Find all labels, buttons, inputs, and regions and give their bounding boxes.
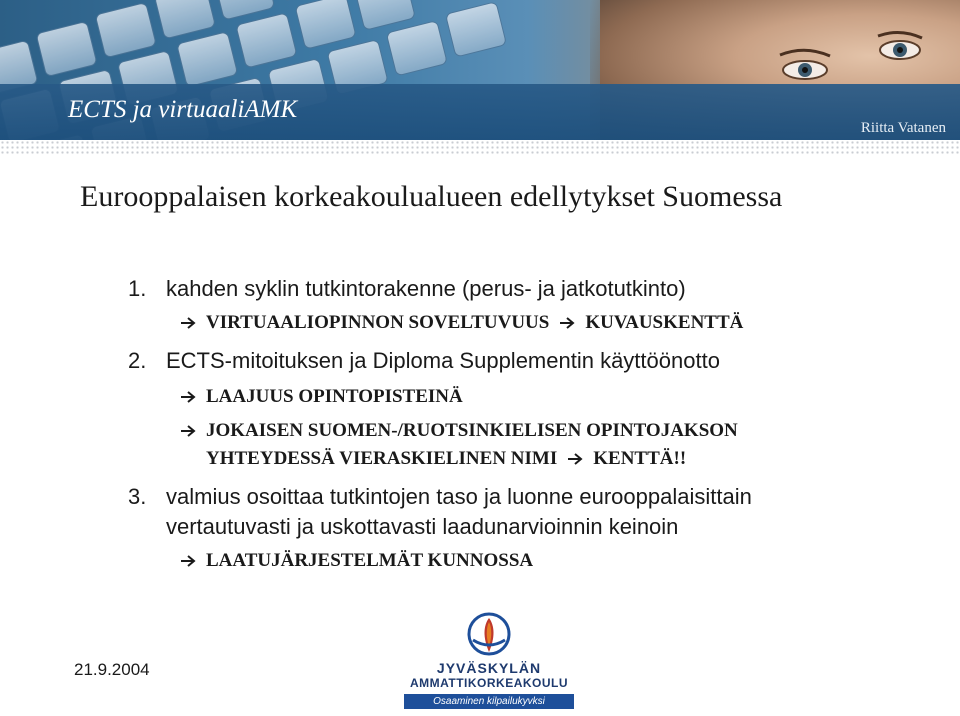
sub-b-line-2-part-1: YHTEYDESSÄ VIERASKIELINEN NIMI	[206, 448, 558, 469]
right-arrow-icon	[180, 423, 196, 439]
item-2-sub-b	[180, 420, 738, 442]
subline-part-1: VIRTUAALIOPINNON SOVELTUVUUS	[206, 312, 550, 333]
logo-slogan: Osaaminen kilpailukyvksi	[404, 694, 574, 709]
slide-title: Eurooppalaisen korkeakoulualueen edellytykset Suomessa	[80, 180, 783, 213]
author-name: Riitta Vatanen	[860, 120, 946, 136]
logo-line-2: AMMATTIKORKEAKOULU	[409, 676, 569, 690]
item-text-2: ECTS-mitoituksen ja Diploma Supplementin käyttöönotto	[166, 348, 720, 373]
item-number-3: 3.	[128, 484, 147, 509]
item-2-sub-b-line-2	[206, 448, 686, 470]
app-title: ECTS ja virtuaaliAMK	[68, 96, 298, 123]
right-arrow-icon	[567, 451, 583, 467]
item-text-3-line-1: valmius osoittaa tutkintojen taso ja luonne eurooppalaisittain	[166, 484, 752, 509]
item-2-sub-a	[180, 386, 463, 408]
right-arrow-icon	[180, 553, 196, 569]
sub-a-text: LAAJUUS OPINTOPISTEINÄ	[206, 386, 463, 407]
sub-b-line-1: JOKAISEN SUOMEN-/RUOTSINKIELISEN OPINTOJAKSON	[206, 420, 738, 441]
header-banner	[0, 0, 960, 140]
logo-line-1: JYVÄSKYLÄN	[436, 660, 542, 676]
item-number-2: 2.	[128, 348, 147, 373]
item-3-sub	[180, 550, 533, 572]
jamk-logo	[404, 612, 574, 712]
item-number-1: 1.	[128, 276, 147, 301]
right-arrow-icon	[180, 315, 196, 331]
right-arrow-icon	[559, 315, 575, 331]
subline-part-2: KUVAUSKENTTÄ	[585, 312, 744, 333]
sub-b-line-2-part-2: KENTTÄ!!	[593, 448, 687, 469]
jamk-logo-icon	[467, 612, 511, 658]
item-text-3-line-2: vertautuvasti ja uskottavasti laadunarvioinnin keinoin	[166, 514, 679, 539]
dotted-divider	[0, 140, 960, 156]
item-3-sub-text: LAATUJÄRJESTELMÄT KUNNOSSA	[206, 550, 534, 571]
item-1-subline	[180, 312, 743, 334]
footer-date: 21.9.2004	[74, 660, 150, 679]
item-text-1: kahden syklin tutkintorakenne (perus- ja jatkotutkinto)	[166, 276, 686, 301]
right-arrow-icon	[180, 389, 196, 405]
